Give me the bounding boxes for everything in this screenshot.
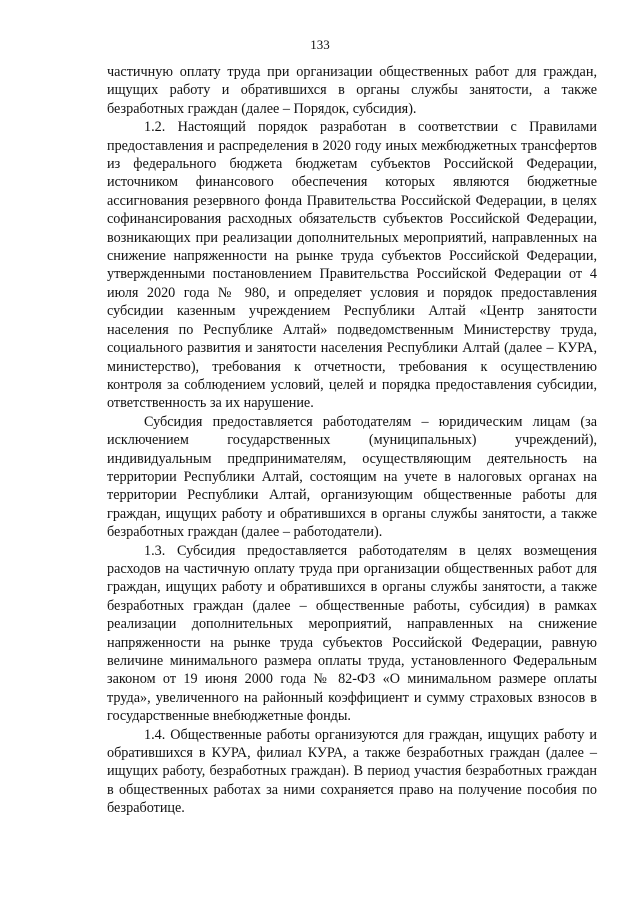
document-body [107,63,597,818]
paragraph-1-2: 1.2. Настоящий порядок разработан в соответствии с Правилами предоставления и распределения в 2020 году иных межбюджетных трансфертов из федерального бюджета бюджетам субъектов Российской Федерации, источником финансового обеспечения которых являются бюджетные ассигнования резервного фонда Правительства Российской Федерации, в целях софинансирования расходных обязательств субъектов Российской Федерации, возникающих при реализации дополнительных мероприятий, направленных на снижение напряженности на рынке труда субъектов Российской Федерации, утвержденными постановлением Правительства Российской Федерации от 4 июля 2020 года № 980, и определяет условия и порядок предоставления субсидии казенным учреждением Республики Алтай «Центр занятости населения по Республике Алтай» подведомственным Министерству труда, социального развития и занятости населения Республики Алтай (далее – КУРА, министерство), требования к отчетности, требования к осуществлению контроля за соблюдением условий, целей и порядка предоставления субсидии, ответственность за их нарушение. [107,119,597,412]
paragraph-continuation: частичную оплату труда при организации общественных работ для граждан, ищущих работу и обратившихся в органы службы занятости, а также безработных граждан (далее – Порядок, субсидия). [107,64,597,117]
paragraph-subsidy-recipients: Субсидия предоставляется работодателям – юридическим лицам (за исключением государственных (муниципальных) учреждений), индивидуальным предпринимателям, осуществляющим деятельность на территории Республики Алтай, состоящим на учете в налоговых органах на территории Республики Алтай, организующим общественные работы для граждан, ищущих работу и обратившихся в органы службы занятости, а также безработных граждан (далее – работодатели). [107,413,597,541]
page-number: 133 [310,37,330,52]
paragraph-1-4: 1.4. Общественные работы организуются для граждан, ищущих работу и обратившихся в КУРА, филиал КУРА, а также безработных граждан (далее – ищущих работу, безработных граждан). В период участия безработных граждан в общественных работах за ними сохраняется право на получение пособия по безработице. [107,726,597,817]
paragraph-1-3: 1.3. Субсидия предоставляется работодателям в целях возмещения расходов на частичную оплату труда при организации общественных работ для граждан, ищущих работу и обратившихся в органы службы занятости, а также безработных граждан (далее – общественные работы, субсидия) в рамках реализации дополнительных мероприятий, направленных на снижение напряженности на рынке труда субъектов Российской Федерации, равную величине минимального размера оплаты труда, установленного Федеральным законом от 19 июня 2000 года № 82-ФЗ «О минимальном размере оплаты труда», увеличенного на районный коэффициент и сумму страховых взносов в государственные внебюджетные фонды. [107,542,597,725]
